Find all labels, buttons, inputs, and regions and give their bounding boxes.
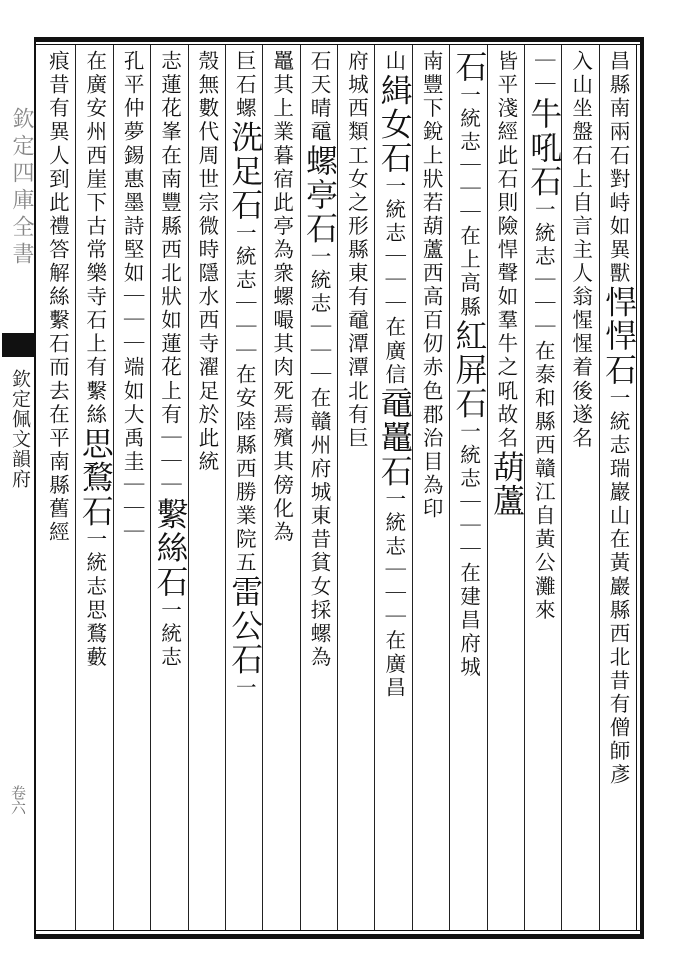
column-text: [337, 50, 374, 928]
entry-text: ｜｜｜: [120, 473, 145, 545]
entry-text: 一統志｜｜｜在泰和縣西贛江自黃公灘來: [531, 198, 556, 623]
entry-text: 一統志｜｜｜在上高縣: [456, 83, 481, 320]
page-gutter: [0, 45, 34, 930]
text-column: [561, 50, 598, 928]
entry-text: 一統志思鶩藪: [82, 528, 107, 670]
column-text: [449, 50, 486, 928]
entry-text: 一統志瑞巖山在黃巖縣西北昔有僧師彥: [606, 386, 630, 788]
column-text: [75, 50, 112, 928]
text-column: [374, 50, 411, 928]
frame-top-rule: [34, 37, 644, 42]
column-text: [225, 50, 262, 928]
gutter-fishtail-mark: [2, 333, 34, 357]
column-text: [300, 50, 337, 928]
entry-text: ｜｜: [531, 50, 556, 98]
entry-headword: 悍悍石: [600, 285, 636, 387]
entry-headword: 螺亭石: [301, 144, 337, 246]
column-text: [487, 50, 524, 928]
entry-text: 對峙如異獸: [606, 167, 630, 286]
entry-text: 殼無數: [194, 50, 219, 121]
entry-headword: 思鶩石: [76, 426, 113, 529]
entry-text: 志蓮花峯在南豐縣西北狀如蓮花上有｜｜｜: [157, 50, 182, 498]
entry-text: 石天晴黿: [307, 50, 331, 145]
frame-top-inner-rule: [34, 44, 644, 45]
entry-text: 皆平淺經此石則險悍聲如羣牛之吼故名: [493, 50, 518, 451]
entry-text: 一: [232, 676, 257, 701]
entry-text: 入山坐盤石上自言主人翁惺惺着後遂名: [568, 50, 593, 451]
text-column: [487, 50, 524, 928]
entry-headword: 緝女石: [375, 73, 412, 175]
frame-bottom-rule: [34, 934, 644, 939]
column-text: [374, 50, 411, 928]
column-text: [412, 50, 449, 928]
entry-text: 府城西類工女之形: [344, 50, 369, 239]
column-divider: [75, 45, 76, 930]
text-column: [449, 50, 486, 928]
entry-text: 縣東有黿潭潭北有巨: [344, 238, 369, 451]
entry-text: 一統志｜｜｜在廣信: [381, 174, 406, 387]
text-column: [599, 50, 636, 928]
entry-headword: 繫絲石: [151, 497, 188, 599]
entry-text: 鼉其上: [269, 50, 294, 121]
entry-text: 一統志: [157, 598, 182, 670]
entry-text: 一統志｜｜｜在廣昌: [381, 488, 406, 701]
frame-right-inner-rule: [636, 44, 637, 930]
entry-headword: 葫蘆: [487, 450, 524, 518]
entry-headword: 紅屏石: [450, 319, 487, 421]
entry-text: 一統志｜｜｜在贛州府城東昔貧女採螺為: [307, 245, 331, 670]
gutter-book-title: 欽定佩文韻府: [9, 369, 31, 489]
column-text: [561, 50, 598, 928]
text-column: [75, 50, 112, 928]
column-text: [262, 50, 299, 928]
entry-text: 巨石螺: [232, 50, 257, 121]
column-text: [113, 50, 150, 928]
column-text: [188, 50, 225, 928]
entry-text: 西高百仞赤色郡治目為印: [419, 261, 444, 522]
entry-headword: 黿鼉石: [375, 386, 412, 489]
gutter-edge-text: 欽定四庫全書: [9, 107, 34, 269]
entry-text: 業暮宿此亭為衆螺嘬其肉死焉殯其傍化為: [269, 120, 294, 545]
text-column: [188, 50, 225, 928]
entry-text: 一統志｜｜｜在安陸縣西勝業院五: [232, 221, 257, 576]
text-column: [337, 50, 374, 928]
column-text: [150, 50, 187, 928]
column-text: [524, 50, 561, 928]
entry-text: 南豐下銳上狀若葫蘆: [419, 50, 444, 262]
gutter-page-number: 卷六: [9, 785, 27, 815]
column-text: [599, 50, 636, 928]
entry-headword: 雷公石: [226, 575, 263, 677]
text-column: [113, 50, 150, 928]
text-column: [412, 50, 449, 928]
entry-text: 昌縣南兩石: [606, 50, 630, 168]
entry-text: 代周世宗微時隱水西寺濯足於此: [194, 120, 219, 451]
frame-bottom-inner-rule: [34, 930, 644, 931]
text-column: [524, 50, 561, 928]
entry-text: 孔平仲夢錫惠墨詩堅如｜｜｜端如大禹圭: [120, 50, 145, 474]
entry-headword: 洗足石: [226, 120, 263, 222]
text-column: [38, 50, 75, 928]
entry-headword: 石: [450, 50, 487, 84]
entry-text: 一統志｜｜｜在建昌府城: [456, 420, 481, 680]
text-column: [225, 50, 262, 928]
text-column: [300, 50, 337, 928]
frame-right-rule: [640, 37, 644, 939]
entry-text: 在廣安州西崖下古常樂寺石上有繫絲: [82, 50, 107, 427]
entry-text: 統: [194, 450, 219, 474]
entry-text: 在平南縣舊經: [45, 403, 70, 545]
column-text: [38, 50, 75, 928]
text-column: [150, 50, 187, 928]
entry-headword: 牛吼石: [525, 97, 562, 199]
entry-text: 痕昔有異人到此禮答解絲繫石而去: [45, 50, 70, 404]
column-divider: [113, 45, 114, 930]
entry-text: 山: [381, 50, 406, 74]
text-column: [262, 50, 299, 928]
